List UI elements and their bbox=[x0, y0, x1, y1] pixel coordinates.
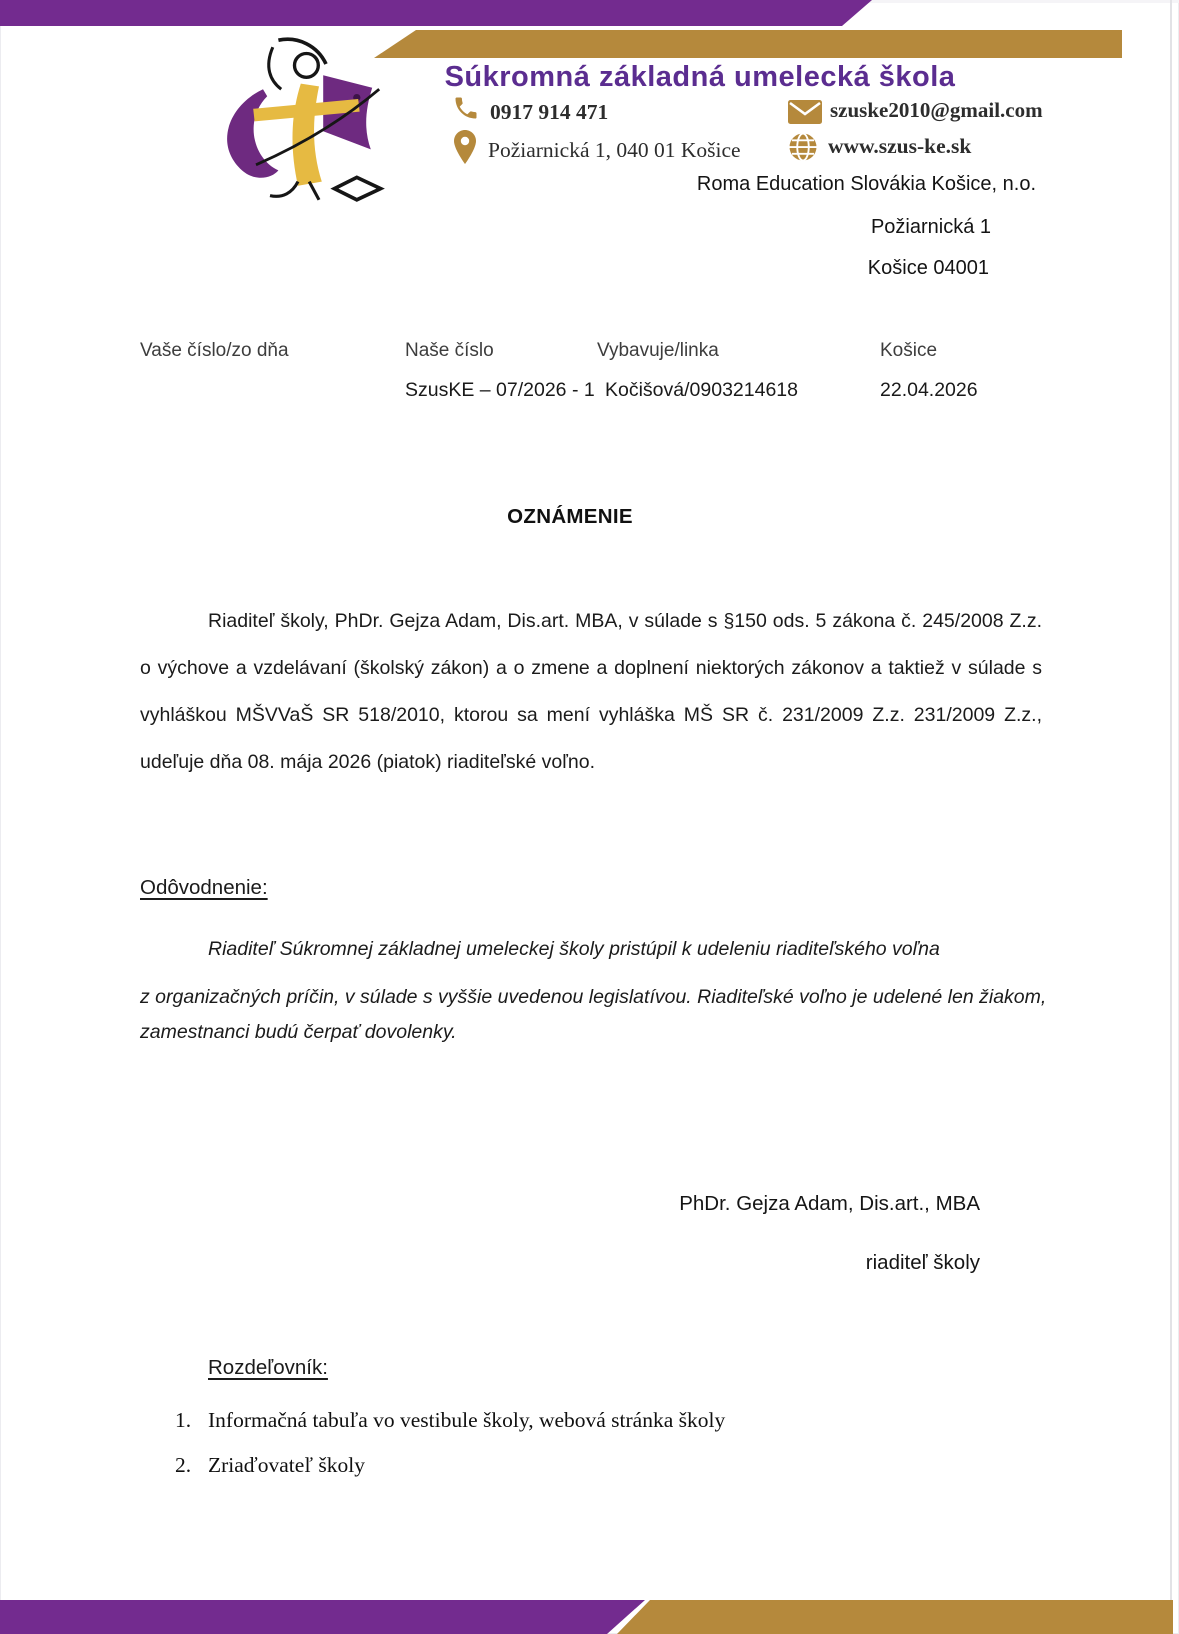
signature-role: riaditeľ školy bbox=[865, 1251, 980, 1274]
globe-icon bbox=[788, 132, 818, 162]
phone-icon bbox=[452, 94, 480, 122]
distribution-item-text: Zriaďovateľ školy bbox=[208, 1453, 365, 1477]
recipient-street: Požiarnická 1 bbox=[870, 216, 991, 238]
reason-heading: Odôvodnenie: bbox=[140, 876, 268, 899]
mail-icon bbox=[788, 100, 822, 124]
header-gold-bar bbox=[374, 30, 1122, 58]
ref-label-your-number: Vaše číslo/zo dňa bbox=[140, 340, 289, 361]
email-address: szuske2010@gmail.com bbox=[830, 98, 1043, 122]
distribution-heading: Rozdeľovník: bbox=[208, 1356, 328, 1379]
ref-label-place: Košice bbox=[880, 340, 938, 361]
website-url: www.szus-ke.sk bbox=[828, 134, 972, 158]
dancer-logo-icon bbox=[192, 36, 432, 204]
distribution-item-number: 1. bbox=[175, 1408, 192, 1432]
phone-number: 0917 914 471 bbox=[490, 100, 609, 124]
recipient-name: Roma Education Slovákia Košice, n.o. bbox=[696, 173, 1036, 195]
footer-purple-bar bbox=[0, 1600, 645, 1634]
distribution-item bbox=[175, 1408, 725, 1433]
ref-value-handled-by: Kočišová/0903214618 bbox=[605, 379, 798, 401]
reason-paragraph-1: Riaditeľ Súkromnej základnej umeleckej školy pristúpil k udeleniu riaditeľského voľna bbox=[208, 938, 940, 960]
recipient-city: Košice 04001 bbox=[867, 257, 989, 279]
distribution-item-text: Informačná tabuľa vo vestibule školy, webová stránka školy bbox=[208, 1408, 726, 1432]
signature-name: PhDr. Gejza Adam, Dis.art., MBA bbox=[679, 1192, 980, 1215]
footer-gold-bar bbox=[617, 1600, 1173, 1634]
reason-paragraph-2: z organizačných príčin, v súlade s vyššie uvedenou legislatívou. Riaditeľské voľno je udelené len žiakom, zamestnanci budú čerpať dovolenky. bbox=[140, 986, 1047, 1043]
distribution-item bbox=[175, 1453, 365, 1478]
ref-value-our-number: SzusKE – 07/2026 - 1 bbox=[405, 379, 595, 401]
announcement-paragraph: Riaditeľ školy, PhDr. Gejza Adam, Dis.art. MBA, v súlade s §150 ods. 5 zákona č. 245/2008 Z.z. o výchove a vzdelávaní (školský zákon) a o zmene a doplnení niektorých zákonov a taktiež v súlade s vyhláškou MŠVVaŠ SR 518/2010, ktorou sa mení vyhláška MŠ SR č. 231/2009 Z.z. 231/2009 Z.z., udeľuje dňa 08. mája 2026 (piatok) riaditeľské voľno. bbox=[140, 610, 1042, 773]
location-pin-icon bbox=[453, 130, 477, 164]
school-name: Súkromná základná umelecká škola bbox=[444, 61, 956, 93]
scan-edge-right bbox=[1170, 0, 1172, 1634]
distribution-item-number: 2. bbox=[175, 1453, 192, 1477]
ref-value-date: 22.04.2026 bbox=[880, 379, 978, 401]
announcement-title: OZNÁMENIE bbox=[507, 505, 633, 528]
postal-address: Požiarnická 1, 040 01 Košice bbox=[488, 138, 741, 162]
ref-label-our-number: Naše číslo bbox=[405, 340, 494, 361]
header-purple-bar bbox=[0, 0, 872, 26]
ref-label-handled-by: Vybavuje/linka bbox=[597, 340, 719, 361]
